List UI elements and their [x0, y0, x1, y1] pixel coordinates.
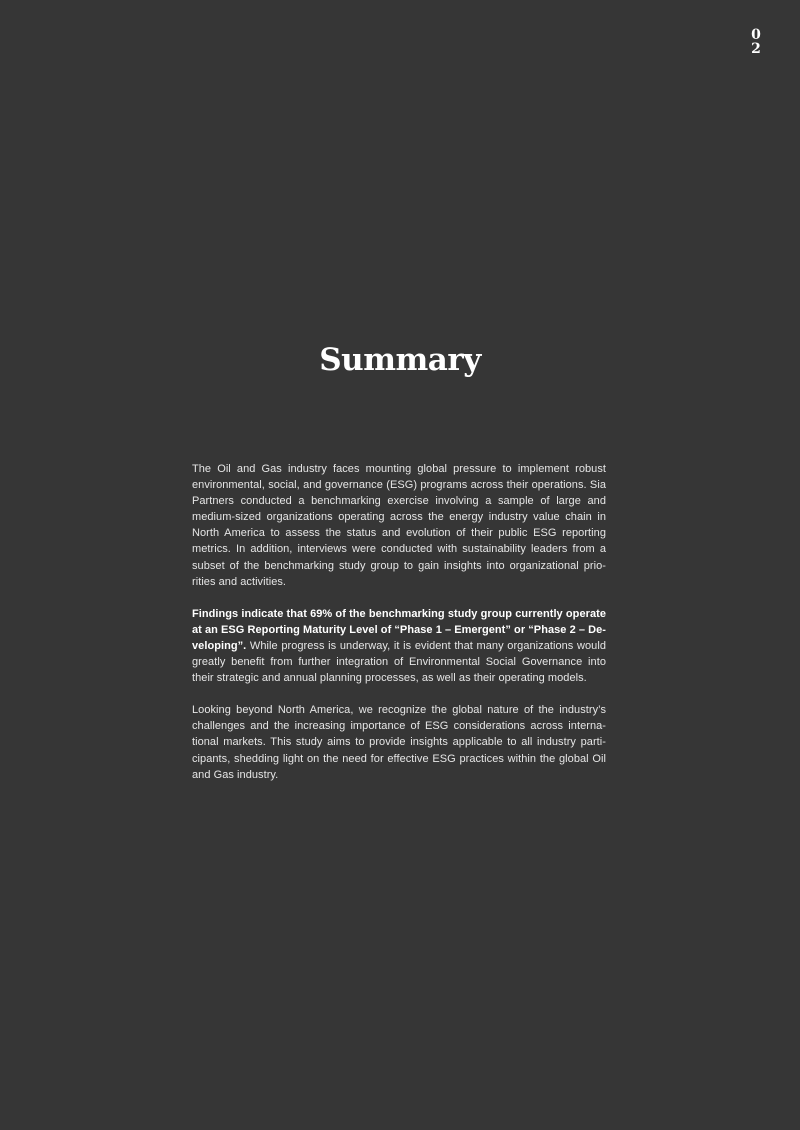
page-number: 02 [751, 27, 761, 57]
page-title: Summary [319, 342, 481, 378]
paragraph-global: Looking beyond North America, we recognize the global nature of the industry’s challenges and the increasing importance of ESG considerations across interna-tional markets. This study aims to provide insights applicable to all industry parti-cipants, shedding light on the need for effective ESG practices within the global Oil and Gas industry. [192, 704, 606, 781]
paragraph-findings [192, 606, 606, 686]
paragraph-intro: The Oil and Gas industry faces mounting global pressure to implement robust environmental, social, and governance (ESG) programs across their operations. Sia Partners conducted a benchmarking exercise involving a sample of large and medium-sized organizations operating across the energy industry value chain in North America to assess the status and evolution of their public ESG reporting metrics. In addition, interviews were conducted with sustainability leaders from a subset of the benchmarking study group to gain insights into organizational prio-rities and activities. [192, 463, 606, 588]
summary-body [192, 461, 606, 799]
findings-text: While progress is underway, it is evident that many organizations would greatly benefit from further integration of Environmental Social Governance into their strategic and annual planning processes, as well as their operating models. [192, 639, 606, 685]
findings-highlight: Findings indicate that 69% of the benchmarking study group currently operate at an ESG Reporting Maturity Level of “Phase 1 – Emergent” or “Phase 2 – De-veloping”. [192, 607, 606, 652]
